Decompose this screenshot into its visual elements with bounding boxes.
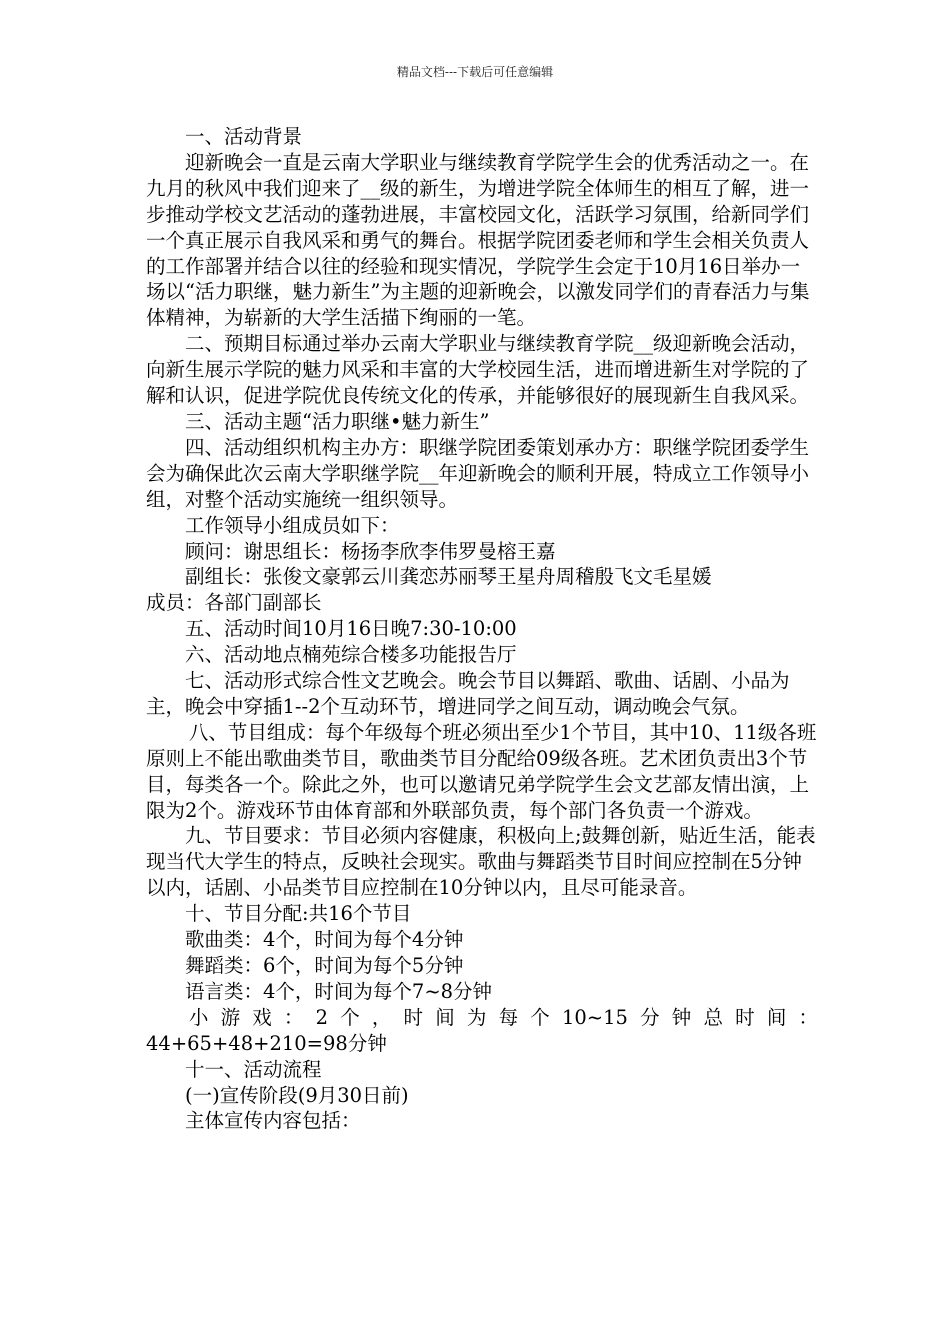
- paragraph-background: 迎新晚会一直是云南大学职业与继续教育学院学生会的优秀活动之一。在九月的秋风中我们迎来了__级的新生，为增进学院全体师生的相互了解，进一步推动学校文艺活动的蓬勃进展，丰富校园文化，活跃学习氛围，给新同学们一个真正展示自我风采和勇气的舞台。根据学院团委老师和学生会相关负责人的工作部署并结合以往的经验和现实情况，学院学生会定于10月16日举办一场以“活力职继，魅力新生”为主题的迎新晚会，以激发同学们的青春活力与集体精神，为崭新的大学生活描下绚丽的一笔。: [146, 150, 810, 330]
- total-time: 44+65+48+210=98分钟: [146, 1031, 387, 1055]
- paragraph-requirements: 九、节目要求：节目必须内容健康，积极向上;鼓舞创新，贴近生活，能表现当代大学生的特点，反映社会现实。歌曲与舞蹈类节目时间应控制在5分钟以内，话剧、小品类节目应控制在10分钟以内，且尽可能录音。: [146, 824, 816, 900]
- paragraph-organization: 四、活动组织机构主办方：职继学院团委策划承办方：职继学院团委学生会为确保此次云南大学职继学院__年迎新晚会的顺利开展，特成立工作领导小组，对整个活动实施统一组织领导。: [146, 435, 810, 511]
- allocation-games: 小游戏：2个，时间为每个10~15分钟总时间：: [188, 1005, 818, 1029]
- paragraph-leadership-intro: 工作领导小组成员如下：: [185, 513, 400, 537]
- paragraph-allocation: 十、节目分配:共16个节目: [185, 902, 412, 926]
- allocation-dance: 舞蹈类：6个，时间为每个5分钟: [185, 954, 464, 977]
- process-stage-publicity: (一)宣传阶段(9月30日前): [185, 1083, 409, 1107]
- page-header: 精品文档---下载后可任意编辑: [396, 65, 554, 79]
- allocation-songs: 歌曲类：4个，时间为每个4分钟: [185, 928, 464, 952]
- paragraph-advisor: 顾问：谢思组长：杨扬李欣李伟罗曼榕王嘉: [185, 539, 556, 563]
- paragraph-vice-leaders: 副组长：张俊文豪郭云川龚恋苏丽琴王星舟周稽殷飞文毛星媛: [185, 565, 712, 589]
- paragraph-format: 七、活动形式综合性文艺晚会。晚会节目以舞蹈、歌曲、话剧、小品为主，晚会中穿插1--2个互动环节，增进同学之间互动，调动晚会气氛。: [146, 669, 790, 718]
- paragraph-members: 成员：各部门副部长: [146, 591, 322, 615]
- paragraph-theme: 三、活动主题“活力职继•魅力新生”: [185, 409, 490, 433]
- paragraph-goals: 二、预期目标通过举办云南大学职业与继续教育学院__级迎新晚会活动，向新生展示学院的魅力风采和丰富的大学校园生活，进而增进新生对学院的了解和认识，促进学院优良传统文化的传承，并能够很好的展现新生自我风采。: [146, 332, 810, 408]
- paragraph-composition: 八、节目组成：每个年级每个班必须出至少1个节目，其中10、11级各班原则上不能出歌曲类节目，歌曲类节目分配给09级各班。艺术团负责出3个节目，每类各一个。除此之外，也可以邀请兄弟学院学生会文艺部友情出演，上限为2个。游戏环节由体育部和外联部负责，每个部门各负责一个游戏。: [146, 720, 817, 822]
- publicity-content-intro: 主体宣传内容包括：: [185, 1109, 361, 1133]
- section-heading-background: 一、活动背景: [185, 125, 303, 148]
- section-heading-process: 十一、活动流程: [185, 1057, 322, 1081]
- allocation-language: 语言类：4个，时间为每个7~8分钟: [185, 979, 493, 1003]
- paragraph-time: 五、活动时间10月16日晚7:30-10:00: [185, 617, 517, 641]
- paragraph-location: 六、活动地点楠苑综合楼多功能报告厅: [185, 643, 517, 667]
- document-body: [146, 124, 818, 1134]
